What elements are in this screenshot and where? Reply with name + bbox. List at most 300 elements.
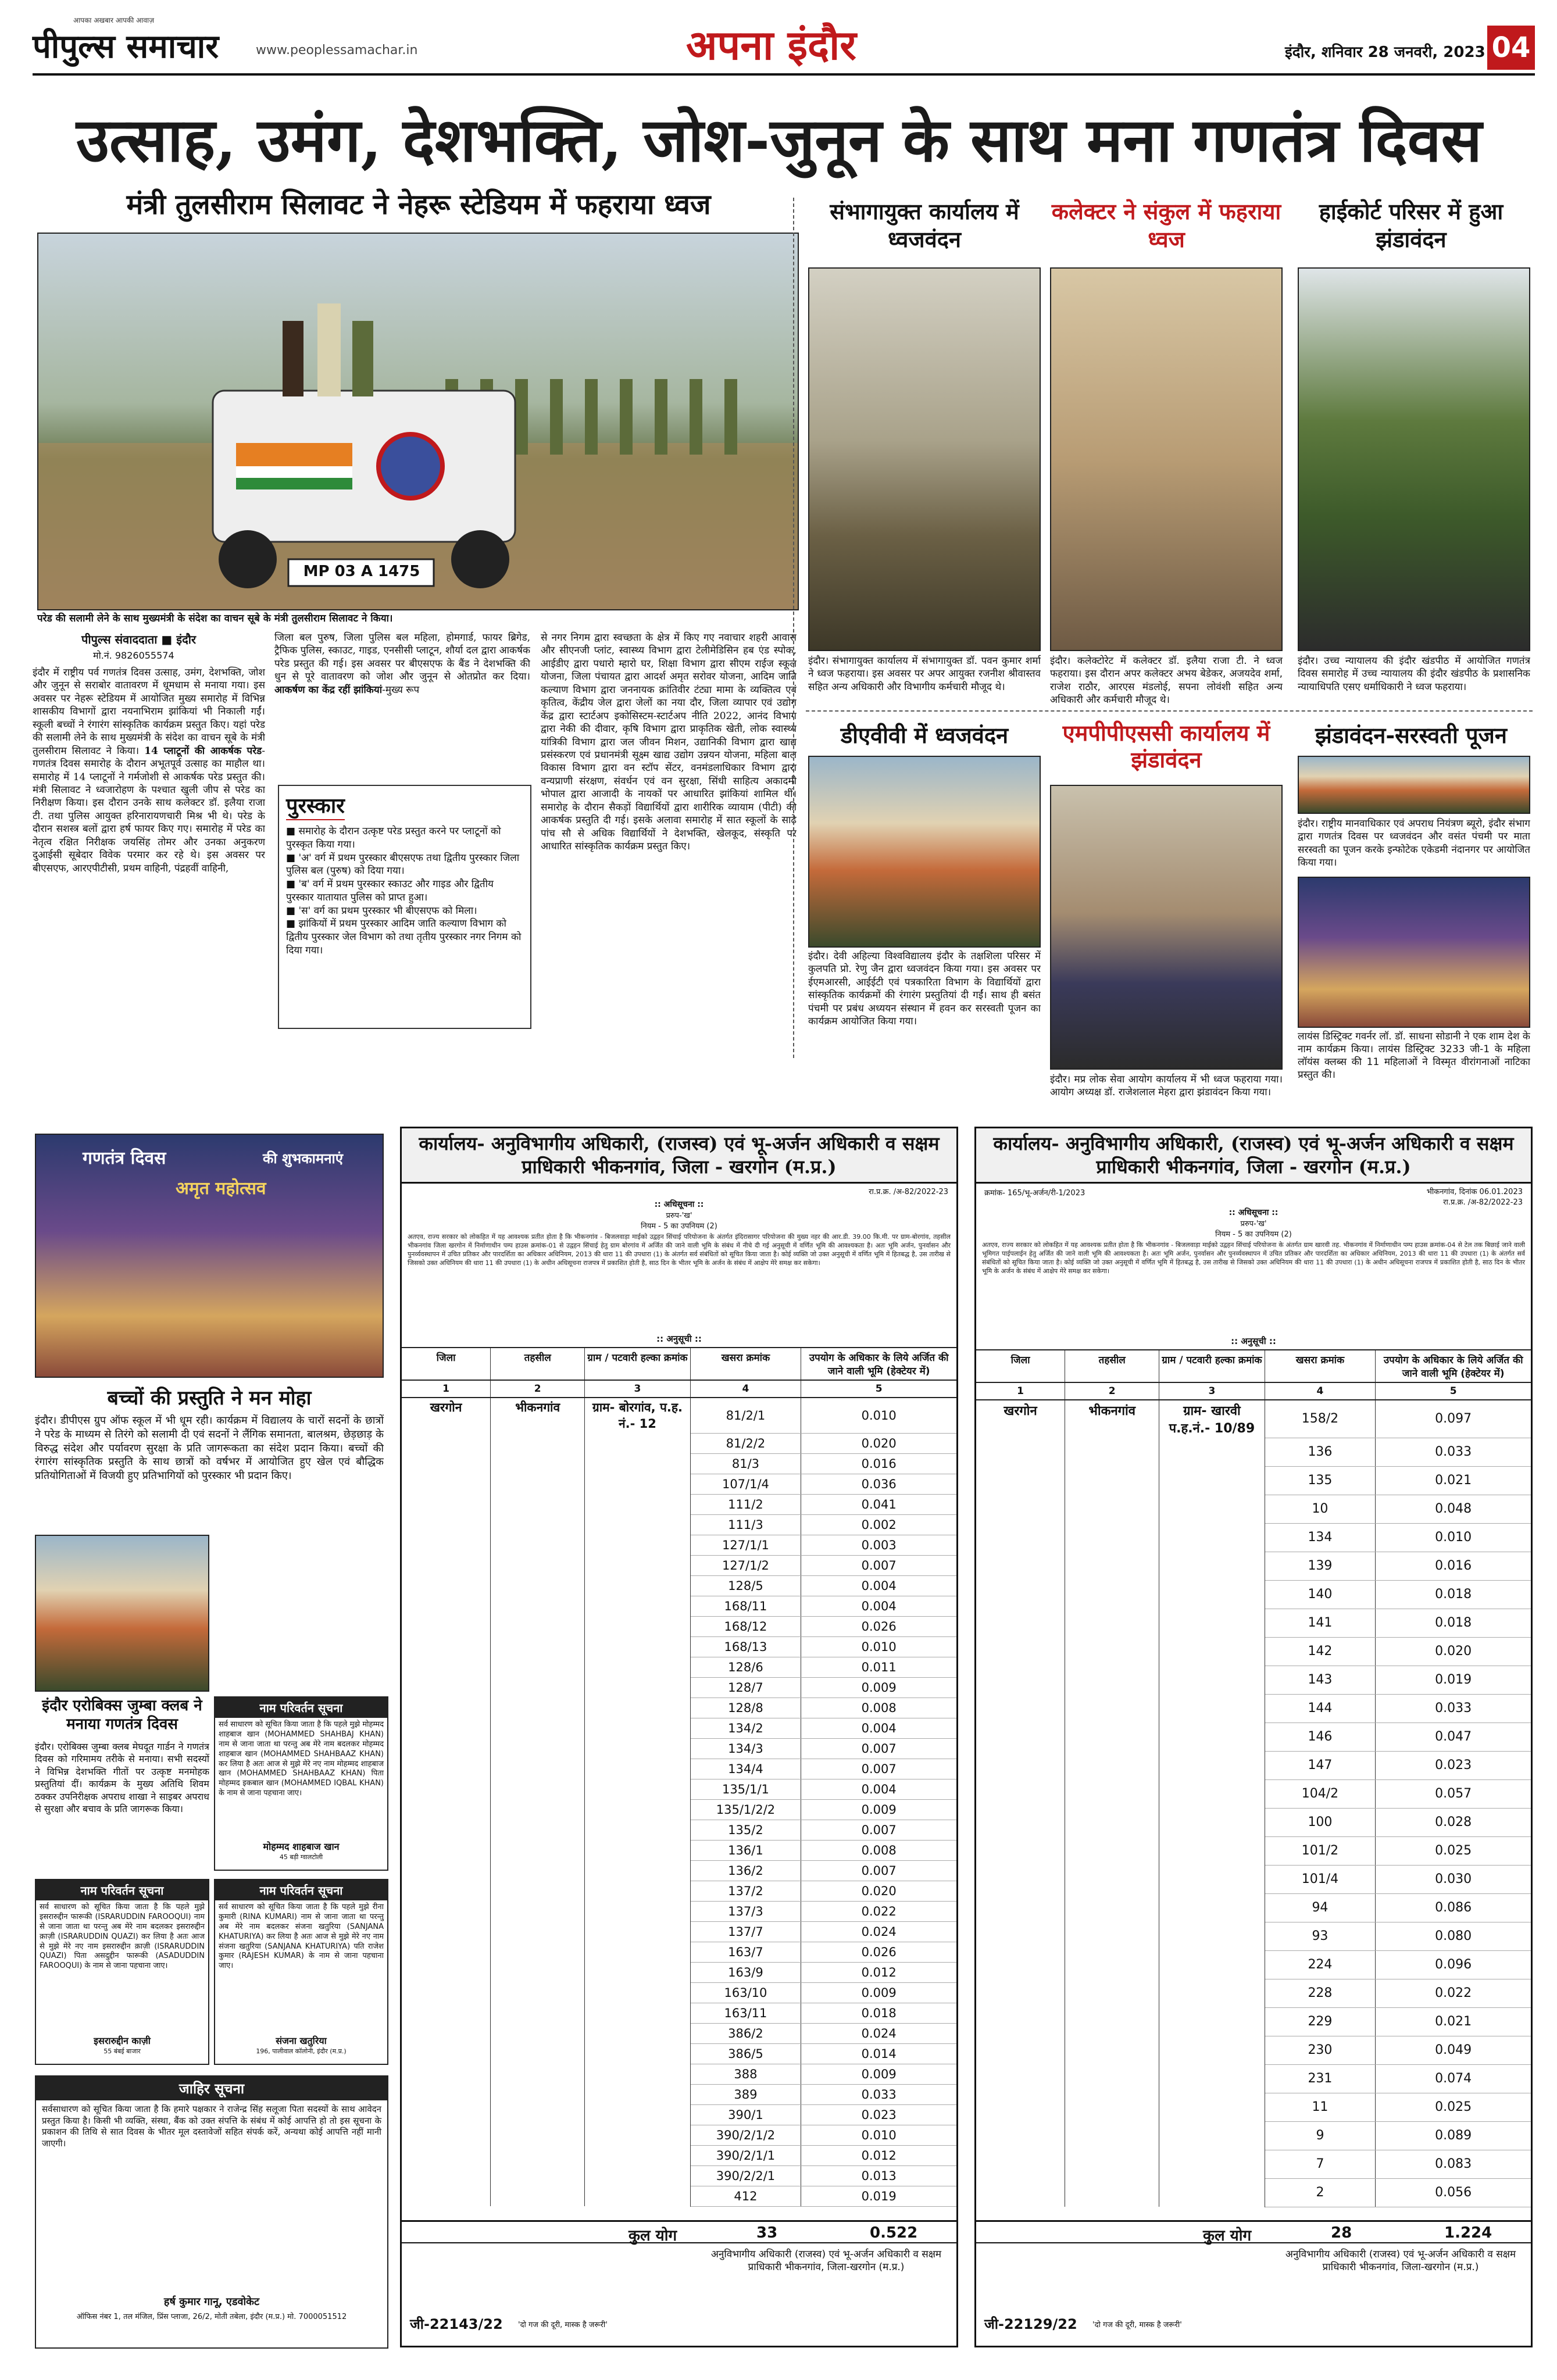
- table-row: [402, 1514, 956, 1535]
- cell-tehsil: [1065, 1865, 1159, 1893]
- cell-tehsil: [491, 2104, 585, 2125]
- cell-district: [402, 1840, 491, 1860]
- acq2-sign: अनुविभागीय अधिकारी (राजस्व) एवं भू-अर्जन अधिकारी व सक्षम प्राधिकारी भीकनगांव, जिला-खरगोन (म.प्र.): [1285, 2249, 1516, 2274]
- cell-village: [1159, 1666, 1265, 1694]
- cell-khasra: 81/2/1: [690, 1398, 801, 1433]
- cell-khasra: 128/6: [690, 1657, 801, 1677]
- cell-village: [585, 2023, 690, 2043]
- table-row: [976, 2150, 1531, 2178]
- cell-tehsil: [1065, 1723, 1159, 1751]
- acq2-code: जी-22129/22: [984, 2316, 1077, 2332]
- cell-tehsil: [491, 1575, 585, 1596]
- awards-box: [278, 785, 531, 1029]
- cell-village: [1159, 1580, 1265, 1609]
- banner-right-text: की शुभकामनाएं: [263, 1150, 344, 1167]
- cell-village: [585, 2043, 690, 2064]
- cell-tehsil: [491, 2064, 585, 2084]
- cell-district: [976, 1836, 1065, 1865]
- col-header-khasra: खसरा क्रमांक: [690, 1348, 801, 1380]
- cell-khasra: 163/9: [690, 1962, 801, 1982]
- table-row: [402, 1718, 956, 1738]
- cell-village: [585, 1698, 690, 1718]
- awards-heading: पुरस्कार: [286, 791, 345, 820]
- acq1-tagline: 'दो गज की दूरी, मास्क है जरूरी': [518, 2321, 608, 2329]
- cell-area: 0.056: [1376, 2178, 1531, 2207]
- cell-khasra: 139: [1265, 1552, 1376, 1580]
- cell-area: 0.018: [1376, 1609, 1531, 1637]
- cell-khasra: 163/11: [690, 2003, 801, 2023]
- cell-area: 0.009: [801, 2064, 956, 2084]
- cell-khasra: 386/5: [690, 2043, 801, 2064]
- acq2-ref2: रा.प्र.क्र. /अ-82/2022-23: [1443, 1198, 1523, 1207]
- table-row: [402, 1738, 956, 1759]
- cell-tehsil: [1065, 1637, 1159, 1666]
- public-notice-body: सर्वसाधारण को सूचित किया जाता है कि हमारे पक्षकार ने राजेन्द्र सिंह सलूजा पिता सदस्यों के साथ आवेदन प्रस्तुत किया है। किसी भी व्यक्ति, संस्था, बैंक को उक्त संपत्ति के संबंध में कोई आपत्ति हो तो इस सूचना के प्रकाशन की तिथि से सात दिवस के भीतर मूल दस्तावेजों सहित संपर्क करें, अन्यथा कोई आपत्ति नहीं मानी जाएगी।: [42, 2104, 381, 2149]
- cell-area: 0.086: [1376, 1893, 1531, 1922]
- cell-district: [402, 1738, 491, 1759]
- cell-tehsil: [1065, 1779, 1159, 1808]
- table-row: [976, 2007, 1531, 2036]
- lead-col1-subhead: 14 प्लाटूनों की आकर्षक परेड: [144, 745, 262, 757]
- cell-tehsil: [1065, 1836, 1159, 1865]
- cell-tehsil: [1065, 1893, 1159, 1922]
- cell-district: [402, 1596, 491, 1616]
- cell-district: [976, 1466, 1065, 1495]
- cell-khasra: 135/2: [690, 1820, 801, 1840]
- cell-district: [402, 2064, 491, 2084]
- lead-photo-caption: परेड की सलामी लेने के साथ मुख्यमंत्री के संदेश का वाचन सूबे के मंत्री तुलसीराम सिलावट ने किया।: [37, 613, 393, 624]
- cell-tehsil: [1065, 2178, 1159, 2207]
- cell-district: [402, 1799, 491, 1820]
- cell-tehsil: [491, 2186, 585, 2206]
- award-item: ■ समारोह के दौरान उत्कृष्ट परेड प्रस्तुत करने पर प्लाटूनों को पुरस्कृत किया गया।: [286, 826, 501, 850]
- table-row: [976, 2178, 1531, 2207]
- cell-district: [402, 1698, 491, 1718]
- cell-khasra: 127/1/1: [690, 1535, 801, 1555]
- cell-district: [402, 2186, 491, 2206]
- acq2-total-area: 1.224: [1444, 2224, 1492, 2242]
- table-row: [976, 1779, 1531, 1808]
- acq1-form: प्ररुप-'ख': [666, 1212, 692, 1220]
- cell-village: [1159, 1495, 1265, 1523]
- cell-khasra: 137/7: [690, 1921, 801, 1942]
- cell-district: [976, 1666, 1065, 1694]
- table-row: [402, 1982, 956, 2003]
- cell-village: [1159, 1609, 1265, 1637]
- cell-district: [976, 2007, 1065, 2036]
- cell-village: [585, 2064, 690, 2084]
- table-number-row: 1 2 3 4 5: [976, 1382, 1531, 1400]
- table-row: [402, 1596, 956, 1616]
- cell-khasra: 147: [1265, 1751, 1376, 1779]
- cell-village: [585, 1575, 690, 1596]
- cell-district: [402, 2125, 491, 2145]
- cell-area: 0.008: [801, 1698, 956, 1718]
- cell-district: [976, 1779, 1065, 1808]
- lead-mobile: मो.नं. 9826055574: [93, 650, 174, 661]
- cell-tehsil: [491, 1718, 585, 1738]
- cell-khasra: 136: [1265, 1438, 1376, 1466]
- table-row: [976, 1637, 1531, 1666]
- acq2-notif: :: अधिसूचना ::: [1229, 1208, 1279, 1217]
- cell-khasra: 163/10: [690, 1982, 801, 2003]
- cell-khasra: 168/12: [690, 1616, 801, 1636]
- cell-village: [1159, 1950, 1265, 1979]
- cell-khasra: 141: [1265, 1609, 1376, 1637]
- cell-area: 0.023: [1376, 1751, 1531, 1779]
- side-caption-saraswati: इंदौर। राष्ट्रीय मानवाधिकार एवं अपराध नियंत्रण ब्यूरो, इंदौर संभाग द्वारा गणतंत्र दिवस पर ध्वजवंदन और वसंत पंचमी पर माता सरस्वती का पूजन करके इन्फोटेक एकेडमी नंदानगर पर आयोजित किया गया।: [1298, 818, 1530, 869]
- table-row: [976, 1609, 1531, 1637]
- cell-district: [402, 1474, 491, 1494]
- masthead-rule: [33, 73, 1535, 76]
- cell-area: 0.007: [801, 1759, 956, 1779]
- cell-tehsil: [491, 1616, 585, 1636]
- side-rule: [806, 710, 1533, 712]
- cell-village: [1159, 1438, 1265, 1466]
- cell-village: [1159, 1808, 1265, 1836]
- cell-village: [585, 2165, 690, 2186]
- side-photo-saraswati: [1298, 756, 1530, 814]
- cell-tehsil: [491, 1840, 585, 1860]
- cell-tehsil: [491, 1820, 585, 1840]
- cell-village: [1159, 1893, 1265, 1922]
- lead-col1: इंदौर में राष्ट्रीय पर्व गणतंत्र दिवस उत्साह, उमंग, देशभक्ति, जोश और जुनून से सराबोर वातावरण में धूमधाम से मनाया गया। इस अवसर पर नेहरू स्टेडियम में आयोजित मुख्य समारोह में विभिन्न शासकीय विभागों द्वारा नयनाभिराम झांकियां भी निकाली गईं। स्कूली बच्चों ने रंगारंग सांस्कृतिक कार्यक्रम प्रस्तुत किए। यहां परेड की सलामी लेने के साथ मुख्यमंत्री के संदेश का वाचन सूबे के मंत्री तुलसीराम सिलावट ने किया। 14 प्लाटूनों की आकर्षक परेड- गणतंत्र दिवस समारोह के दौरान अभूतपूर्व उत्साह का माहौल था। समारोह में 14 प्लाटूनों ने गर्मजोशी से आकर्षक परेड प्रस्तुत की। मंत्री सिलावट ने ध्वजारोहण के पश्चात खुली जीप से परेड का निरीक्षण किया। इस दौरान उनके साथ कलेक्टर डॉ. इलैया राजा टी. तथा पुलिस आयुक्त हरिनारायणचारी मिश्र भी थे। परेड के दौरान सशस्त्र बलों द्वारा हर्ष फायर किए गए। समारोह में परेड का नेतृत्व रक्षित निरीक्षक जयसिंह तोमर और उनका अनुकरण दुआईसी सूबेदार विवेक परमार कर रहे थे। इस अवसर पर बीएसएफ, आरएपीटीसी, प्रथम वाहिनी, पंद्रहवीं वाहिनी,: [33, 667, 265, 874]
- cell-area: 0.089: [1376, 2121, 1531, 2150]
- cell-tehsil: [1065, 1495, 1159, 1523]
- cell-village: [585, 1881, 690, 1901]
- cell-khasra: 168/13: [690, 1636, 801, 1657]
- side-caption-divcom: इंदौर। संभागायुक्त कार्यालय में संभागायुक्त डॉ. पवन कुमार शर्मा ने ध्वज फहराया। इस अवसर पर अपर आयुक्त रजनीश श्रीवास्तव सहित अन्य अधिकारी और विभागीय कर्मचारी मौजूद थे।: [808, 655, 1041, 693]
- table-row: [402, 1494, 956, 1514]
- cell-village: [585, 2104, 690, 2125]
- cell-khasra: 2: [1265, 2178, 1376, 2207]
- cell-district: [402, 2023, 491, 2043]
- table-row: [402, 1942, 956, 1962]
- table-row: [976, 1495, 1531, 1523]
- col-header-khasra: खसरा क्रमांक: [1265, 1350, 1376, 1382]
- cell-area: 0.041: [801, 1494, 956, 1514]
- cell-tehsil: [1065, 2150, 1159, 2178]
- table-row: [976, 1723, 1531, 1751]
- cell-khasra: 136/1: [690, 1840, 801, 1860]
- name-notice-3-sign: संजना खतुरिया: [276, 2035, 327, 2046]
- cell-khasra: 230: [1265, 2036, 1376, 2064]
- cell-village: [585, 1474, 690, 1494]
- cell-district: [402, 1982, 491, 2003]
- cell-district: [976, 1609, 1065, 1637]
- name-notice-1-sign: मोहम्मद शाहबाज खान: [263, 1841, 340, 1852]
- lead-col3: से नगर निगम द्वारा स्वच्छता के क्षेत्र में किए गए नवाचार शहरी आवास और सीएनजी प्लांट, स्वास्थ्य विभाग द्वारा टेलीमेडिसिन हब एंड स्पोक, आईडीए द्वारा पधारो म्हारो घर, शिक्षा विभाग द्वारा सीएम राईज स्कूल योजना, जिला पंचायत द्वारा आदर्श अमृत सरोवर योजना, आदिम जाति कल्याण विभाग द्वारा जननायक क्रांतिवीर टंट्या मामा के व्यक्तित्व एवं कृतित्व, केंद्रीय जेल द्वारा जेलों का नया दौर, जिला व्यापार एवं उद्योग केंद्र द्वारा स्टार्टअप इकोसिस्टम-स्टार्टअप नीति 2022, आनंद विभाग द्वारा नेकी की दीवार, कृषि विभाग द्वारा प्राकृतिक खेती, लोक स्वास्थ्य यांत्रिकी विभाग द्वारा जल जीवन मिशन, उद्यानिकी विभाग द्वारा खाद्य प्रसंस्करण एवं प्रधानमंत्री सूक्ष्म खाद्य उद्योग उन्नयन योजना, महिला बाल विकास विभाग द्वारा वन स्टॉप सेंटर, वनमंडलाधिकार विभाग द्वारा वन्यप्राणी संरक्षण, संवर्धन एवं वन सुरक्षा, सिंधी साहित्य अकादमी भोपाल द्वारा आजादी के नायकों पर आधारित झांकियां शामिल थीं। समारोह के दौरान सैकड़ों विद्यार्थियों द्वारा शारीरिक व्यायाम (पीटी) की आकर्षक प्रस्तुति दी गई। इसके अलावा समारोह में सात स्कूलों के साढ़े पांच सौ से अधिक विद्यार्थियों ने देशभक्ति, खेलकूद, संस्कृति पर आधारित सांस्कृतिक कार्यक्रम प्रस्तुत किए।: [541, 632, 797, 852]
- side-caption-mppsc: इंदौर। मप्र लोक सेवा आयोग कार्यालय में भी ध्वज फहराया गया। आयोग अध्यक्ष डॉ. राजेशलाल मेहरा द्वारा झंडावंदन किया गया।: [1050, 1074, 1283, 1099]
- cell-village: [1159, 1865, 1265, 1893]
- cell-village: [585, 1494, 690, 1514]
- col-header-village: ग्राम / पटवारी हल्का क्रमांक: [585, 1348, 690, 1380]
- cell-area: 0.020: [801, 1433, 956, 1453]
- col-header-area: उपयोग के अधिकार के लिये अर्जित की जाने वाली भूमि (हेक्टेयर में): [1376, 1350, 1531, 1382]
- cell-village: ग्राम- खारवी प.ह.नं.- 10/89: [1159, 1400, 1265, 1438]
- cell-tehsil: [1065, 2093, 1159, 2121]
- cell-area: 0.012: [801, 2145, 956, 2165]
- cell-area: 0.016: [801, 1453, 956, 1474]
- acq2-total-row: [976, 2220, 1531, 2243]
- table-row: [976, 1979, 1531, 2007]
- cell-khasra: 100: [1265, 1808, 1376, 1836]
- table-row: [976, 2064, 1531, 2093]
- public-notice-firm: हर्ष कुमार गानू, एडवोकेट: [163, 2296, 260, 2308]
- cell-village: [1159, 2036, 1265, 2064]
- cell-district: [402, 1453, 491, 1474]
- cell-area: 0.026: [801, 1616, 956, 1636]
- school-photo: [35, 1134, 384, 1378]
- acq1-rule: नियम - 5 का उपनियम (2): [641, 1222, 717, 1231]
- cell-tehsil: [491, 1433, 585, 1453]
- table-row: [402, 1799, 956, 1820]
- cell-tehsil: [491, 1494, 585, 1514]
- cell-tehsil: [1065, 1580, 1159, 1609]
- page-number: 04: [1487, 26, 1535, 70]
- acq2-table: [976, 1349, 1531, 2207]
- cell-area: 0.025: [1376, 1836, 1531, 1865]
- cell-tehsil: [491, 1698, 585, 1718]
- cell-village: [585, 1535, 690, 1555]
- cell-district: [402, 1514, 491, 1535]
- cell-khasra: 135/1/1: [690, 1779, 801, 1799]
- cell-district: [976, 2121, 1065, 2150]
- cell-district: [402, 1942, 491, 1962]
- table-row: [976, 1893, 1531, 1922]
- cell-tehsil: [1065, 2064, 1159, 2093]
- table-row: [402, 2064, 956, 2084]
- cell-tehsil: [1065, 1922, 1159, 1950]
- cell-village: [585, 1453, 690, 1474]
- acq2-form: प्ररुप-'ख': [1240, 1220, 1267, 1228]
- cell-village: [1159, 1836, 1265, 1865]
- cell-area: 0.030: [1376, 1865, 1531, 1893]
- table-row: [976, 2093, 1531, 2121]
- cell-tehsil: [491, 1596, 585, 1616]
- cell-village: [1159, 1723, 1265, 1751]
- cell-district: [402, 1881, 491, 1901]
- cell-area: 0.036: [801, 1474, 956, 1494]
- cell-area: 0.033: [1376, 1438, 1531, 1466]
- cell-area: 0.004: [801, 1596, 956, 1616]
- acq1-schedule: :: अनुसूची ::: [656, 1334, 702, 1344]
- aerobics-text: इंदौर। एरोबिक्स जुम्बा क्लब मेघदूत गार्डन ने गणतंत्र दिवस को गरिमामय तरीके से मनाया। सभी सदस्यों ने विभिन्न देशभक्ति गीतों पर उत्कृष्ट मनमोहक प्रस्तुतियां दीं। कार्यक्रम के मुख्य अतिथि शिवम ठक्कर उपनिरीक्षक अपराध शाखा ने साइबर अपराध से सुरक्षा और बचाव के प्रति जागरूक किया।: [35, 1741, 209, 1815]
- cell-village: [1159, 2121, 1265, 2150]
- cell-khasra: 140: [1265, 1580, 1376, 1609]
- cell-village: [1159, 2093, 1265, 2121]
- cell-khasra: 231: [1265, 2064, 1376, 2093]
- table-row: [976, 1400, 1531, 1438]
- table-row: [402, 1433, 956, 1453]
- acq2-schedule: :: अनुसूची ::: [1231, 1336, 1276, 1346]
- acq1-ref: रा.प्र.क्र. /अ-82/2022-23: [869, 1188, 948, 1196]
- cell-khasra: 136/2: [690, 1860, 801, 1881]
- acq2-total-count: 28: [1331, 2224, 1352, 2242]
- cell-district: [976, 1865, 1065, 1893]
- table-row: [402, 2084, 956, 2104]
- cell-khasra: 135/1/2/2: [690, 1799, 801, 1820]
- acq2-ref-left: क्रमांक- 165/भू-अर्जन/री-1/2023: [984, 1189, 1085, 1198]
- cell-district: [402, 1779, 491, 1799]
- table-row: [976, 1922, 1531, 1950]
- cell-khasra: 412: [690, 2186, 801, 2206]
- acq2-tagline: 'दो गज की दूरी, मास्क है जरूरी': [1092, 2321, 1182, 2329]
- table-row: [402, 2165, 956, 2186]
- cell-tehsil: [1065, 1666, 1159, 1694]
- cell-area: 0.007: [801, 1555, 956, 1575]
- cell-village: [1159, 1637, 1265, 1666]
- cell-village: [585, 1840, 690, 1860]
- cell-district: खरगोन: [976, 1400, 1065, 1438]
- cell-khasra: 163/7: [690, 1942, 801, 1962]
- name-notice-1-addr: 45 बड़ी ग्वालटोली: [279, 1853, 323, 1861]
- cell-village: [1159, 1979, 1265, 2007]
- cell-khasra: 94: [1265, 1893, 1376, 1922]
- cell-khasra: 111/3: [690, 1514, 801, 1535]
- cell-tehsil: [1065, 1751, 1159, 1779]
- side-head-highcourt: हाईकोर्ट परिसर में हुआ झंडावंदन: [1319, 198, 1504, 252]
- side-photo-davv: [808, 756, 1041, 948]
- cell-district: [402, 1636, 491, 1657]
- cell-district: [976, 1637, 1065, 1666]
- lead-col2: [274, 631, 530, 782]
- table-row: [402, 2186, 956, 2206]
- col-header-tehsil: तहसील: [1065, 1350, 1159, 1382]
- lead-col2-text: जिला बल पुरुष, जिला पुलिस बल महिला, होमगार्ड, फायर ब्रिगेड, ट्रैफिक पुलिस, स्काउट, गाइड, एनसीसी प्लाटून, शौर्या दल द्वारा आकर्षक परेड प्रस्तुत की गई। इस अवसर पर बीएसएफ के बैंड ने देशभक्ति की धुन से पूरे वातावरण को जोश और जुनून से ओतप्रोत कर दिया।: [274, 632, 530, 683]
- cell-tehsil: [491, 1982, 585, 2003]
- cell-khasra: 127/1/2: [690, 1555, 801, 1575]
- cell-tehsil: [1065, 1694, 1159, 1723]
- lead-photo: [37, 233, 799, 610]
- cell-village: [585, 2125, 690, 2145]
- cell-village: [585, 1555, 690, 1575]
- acq2-rule: नियम - 5 का उपनियम (2): [1215, 1230, 1292, 1239]
- cell-area: 0.009: [801, 1799, 956, 1820]
- cell-khasra: 7: [1265, 2150, 1376, 2178]
- cell-tehsil: [491, 1474, 585, 1494]
- cell-village: [1159, 1751, 1265, 1779]
- cell-village: [585, 1433, 690, 1453]
- cell-tehsil: [1065, 1438, 1159, 1466]
- cell-khasra: 107/1/4: [690, 1474, 801, 1494]
- award-item: ■ झांकियों में प्रथम पुरस्कार आदिम जाति कल्याण विभाग को द्वितीय पुरस्कार जेल विभाग को तथा तृतीय पुरस्कार नगर निगम को दिया गया।: [286, 918, 522, 956]
- table-row: [976, 1808, 1531, 1836]
- table-row: [402, 1555, 956, 1575]
- cell-khasra: 81/2/2: [690, 1433, 801, 1453]
- table-row: [976, 1552, 1531, 1580]
- cell-village: [585, 1779, 690, 1799]
- cell-district: [402, 2165, 491, 2186]
- cell-district: [976, 1523, 1065, 1552]
- cell-district: [976, 1979, 1065, 2007]
- table-row: [976, 1666, 1531, 1694]
- table-row: [402, 1820, 956, 1840]
- cell-area: 0.019: [801, 2186, 956, 2206]
- acq1-total-count: 33: [756, 2224, 778, 2242]
- cell-area: 0.004: [801, 1779, 956, 1799]
- cell-district: [976, 2178, 1065, 2207]
- cell-area: 0.018: [1376, 1580, 1531, 1609]
- table-row: [402, 1759, 956, 1779]
- cell-district: [976, 1808, 1065, 1836]
- masthead: [0, 0, 1557, 74]
- cell-tehsil: भीकनगांव: [491, 1398, 585, 1433]
- cell-area: 0.020: [801, 1881, 956, 1901]
- cell-khasra: 137/2: [690, 1881, 801, 1901]
- cell-district: [402, 1677, 491, 1698]
- cell-khasra: 229: [1265, 2007, 1376, 2036]
- cell-khasra: 224: [1265, 1950, 1376, 1979]
- cell-village: [585, 1860, 690, 1881]
- cell-district: [402, 2003, 491, 2023]
- cell-district: [976, 2150, 1065, 2178]
- cell-khasra: 390/2/1/1: [690, 2145, 801, 2165]
- side-caption-davv: इंदौर। देवी अहिल्या विश्वविद्यालय इंदौर के तक्षशिला परिसर में कुलपति प्रो. रेणु जैन द्वारा ध्वजवंदन किया गया। इस अवसर पर ईएमआरसी, आईईटी एवं पत्रकारिता विभाग के विद्यार्थियों द्वारा सांस्कृतिक कार्यक्रमों की रंगारंग प्रस्तुतियां दी गईं। साथ ही बसंत पंचमी पर प्रबंध अध्ययन संस्थान में हवन कर सरस्वती पूजन का कार्यक्रम आयोजित किया गया।: [808, 950, 1041, 1028]
- cell-tehsil: [491, 1453, 585, 1474]
- cell-area: 0.020: [1376, 1637, 1531, 1666]
- cell-village: [585, 1616, 690, 1636]
- name-notice-2: [35, 1879, 209, 2065]
- table-header-row: [976, 1350, 1531, 1382]
- cell-area: 0.074: [1376, 2064, 1531, 2093]
- cell-district: [402, 2084, 491, 2104]
- acq1-total-label: कुल योग: [628, 2227, 677, 2245]
- side-photo-highcourt: [1298, 267, 1530, 651]
- table-row: [402, 1398, 956, 1433]
- table-row: [976, 1751, 1531, 1779]
- cell-tehsil: [491, 1514, 585, 1535]
- acq2-title: कार्यालय- अनुविभागीय अधिकारी, (राजस्व) एवं भू-अर्जन अधिकारी व सक्षम प्राधिकारी भीकनगांव, जिला - खरगोन (म.प्र.): [976, 1128, 1531, 1184]
- table-row: [402, 2003, 956, 2023]
- name-notice-2-sign: इसरारुद्दीन काज़ी: [94, 2035, 151, 2046]
- cell-tehsil: [491, 1738, 585, 1759]
- table-row: [402, 1636, 956, 1657]
- cell-area: 0.003: [801, 1535, 956, 1555]
- table-row: [976, 1523, 1531, 1552]
- lead-col2-subhead-tail: -मुख्य रूप: [382, 684, 420, 696]
- table-number-row: 1 2 3 4 5: [402, 1380, 956, 1398]
- logo-text: पीपुल्स समाचार: [33, 27, 219, 66]
- cell-area: 0.002: [801, 1514, 956, 1535]
- cell-tehsil: [491, 1860, 585, 1881]
- website-link[interactable]: www.peoplessamachar.in: [256, 43, 418, 58]
- cell-village: [585, 2145, 690, 2165]
- col-header-district: जिला: [402, 1348, 491, 1380]
- cell-area: 0.014: [801, 2043, 956, 2064]
- table-row: [402, 2104, 956, 2125]
- cell-village: [585, 1942, 690, 1962]
- table-row: [402, 2145, 956, 2165]
- side-head-collector: कलेक्टर ने संकुल में फहराया ध्वज: [1051, 198, 1281, 252]
- cell-village: [1159, 2178, 1265, 2207]
- lead-col1-text: इंदौर में राष्ट्रीय पर्व गणतंत्र दिवस उत्साह, उमंग, देशभक्ति, जोश और जुनून से सराबोर वातावरण में धूमधाम से मनाया गया। इस अवसर पर नेहरू स्टेडियम में आयोजित मुख्य समारोह में विभिन्न शासकीय विभागों द्वारा नयनाभिराम झांकियां भी निकाली गईं। स्कूली बच्चों ने रंगारंग सांस्कृतिक कार्यक्रम प्रस्तुत किए। यहां परेड की सलामी लेने के साथ मुख्यमंत्री के संदेश का वाचन सूबे के मंत्री तुलसीराम सिलावट ने किया।: [33, 667, 265, 757]
- cell-khasra: 144: [1265, 1694, 1376, 1723]
- cell-khasra: 11: [1265, 2093, 1376, 2121]
- award-item: ■ 'स' वर्ग का प्रथम पुरस्कार भी बीएसएफ को मिला।: [286, 905, 477, 917]
- cell-khasra: 135: [1265, 1466, 1376, 1495]
- cell-district: [976, 1552, 1065, 1580]
- cell-district: [976, 1922, 1065, 1950]
- cell-area: 0.004: [801, 1575, 956, 1596]
- cell-area: 0.080: [1376, 1922, 1531, 1950]
- cell-district: [402, 1820, 491, 1840]
- cell-tehsil: [1065, 1466, 1159, 1495]
- table-row: [402, 1921, 956, 1942]
- cell-village: [1159, 1552, 1265, 1580]
- cell-tehsil: [491, 1535, 585, 1555]
- cell-district: [976, 2064, 1065, 2093]
